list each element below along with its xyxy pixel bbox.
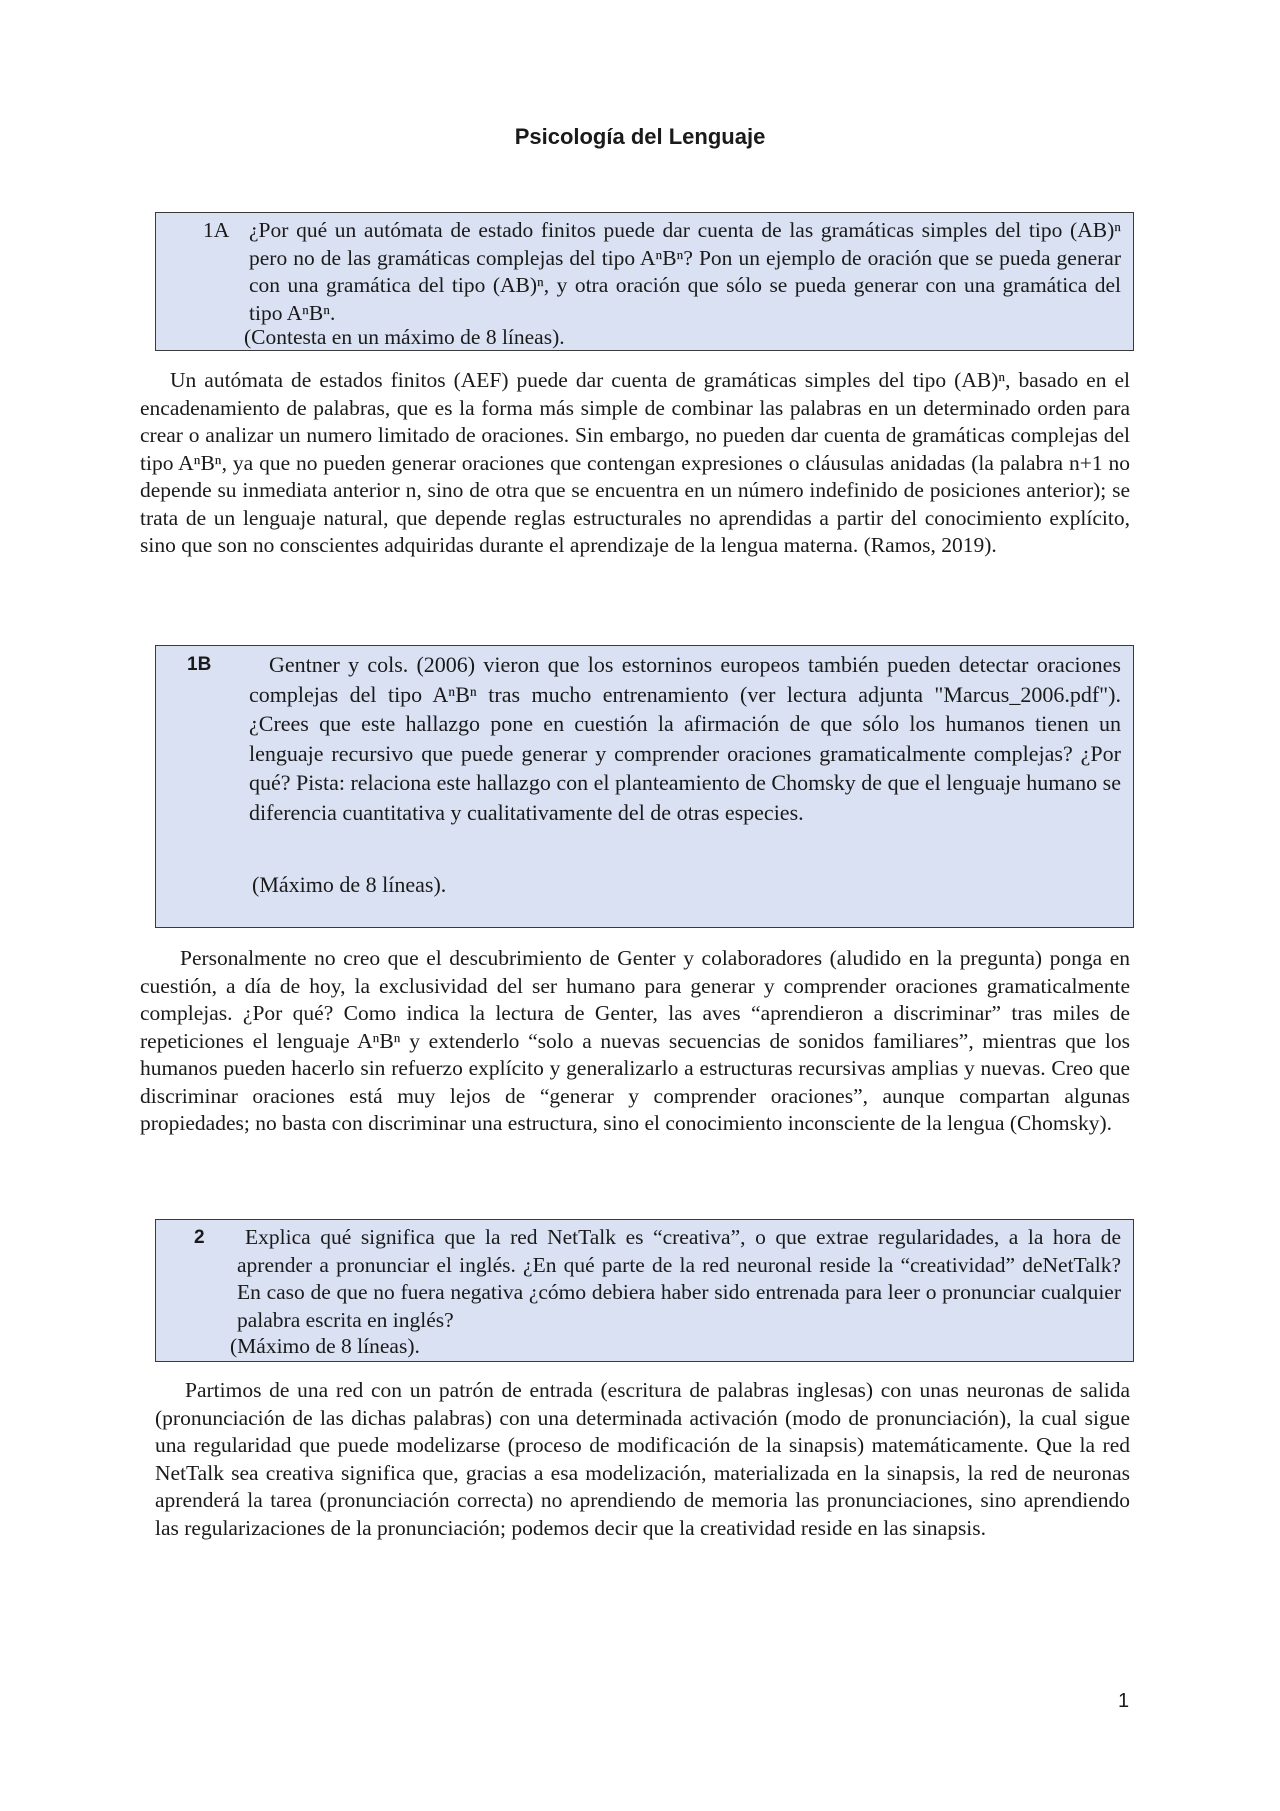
- question-text-1a: ¿Por qué un autómata de estado finitos puede dar cuenta de las gramáticas simples del tipo (AB)ⁿ pero no de las gramáticas complejas del tipo AⁿBⁿ? Pon un ejemplo de oración que se pueda generar con una gramática del tipo (AB)ⁿ, y otra oración que sólo se pueda generar con una gramática del tipo AⁿBⁿ.: [249, 218, 1121, 325]
- question-number-1b: 1B: [187, 654, 212, 675]
- answer-2: Partimos de una red con un patrón de entrada (escritura de palabras inglesas) con unas neuronas de salida (pronunciación de las dichas palabras) con una determinada activación (modo de pronunciación), la cual sigue una regularidad que puede modelizarse (proceso de modificación de la sinapsis) matemáticamente. Que la red NetTalk sea creativa significa que, gracias a esa modelización, materializada en la sinapsis, la red de neuronas aprenderá la tarea (pronunciación correcta) no aprendiendo de memoria las pronunciaciones, sino aprendiendo las regularizaciones de la pronunciación; podemos decir que la creatividad reside en las sinapsis.: [155, 1378, 1130, 1540]
- question-limit-1a: (Contesta en un máximo de 8 líneas).: [244, 325, 565, 349]
- question-text-1b: Gentner y cols. (2006) vieron que los estorninos europeos también pueden detectar oraciones complejas del tipo AⁿBⁿ tras mucho entrenamiento (ver lectura adjunta "Marcus_2006.pdf"). ¿Crees que este hallazgo pone en cuestión la afirmación de que sólo los humanos tienen un lenguaje recursivo que puede generar y comprender oraciones gramaticalmente complejas? ¿Por qué? Pista: relaciona este hallazgo con el planteamiento de Chomsky de que el lenguaje humano se diferencia cuantitativa y cualitativamente del de otras especies.: [249, 652, 1121, 825]
- question-box-2: [155, 1219, 1134, 1362]
- answer-1b: Personalmente no creo que el descubrimiento de Genter y colaboradores (aludido en la pregunta) ponga en cuestión, a día de hoy, la exclusividad del ser humano para generar y comprender oraciones gramaticalmente complejas. ¿Por qué? Como indica la lectura de Genter, las aves “aprendieron a discriminar” tras miles de repeticiones el lenguaje AⁿBⁿ y extenderlo “solo a nuevas secuencias de sonidos familiares”, mientras que los humanos pueden hacerlo sin refuerzo explícito y generalizarlo a estructuras recursivas amplias y nuevas. Creo que discriminar oraciones está muy lejos de “generar y comprender oraciones”, aunque compartan algunas propiedades; no basta con discriminar una estructura, sino el conocimiento inconsciente de la lengua (Chomsky).: [140, 946, 1130, 1135]
- question-limit-1b: (Máximo de 8 líneas).: [252, 872, 447, 897]
- question-number-1a: 1A: [203, 218, 230, 242]
- question-number-2: 2: [194, 1227, 205, 1248]
- page-number: 1: [1118, 1690, 1130, 1712]
- question-text-2: Explica qué significa que la red NetTalk es “creativa”, o que extrae regularidades, a la hora de aprender a pronunciar el inglés. ¿En qué parte de la red neuronal reside la “creatividad” deNetTalk? En caso de que no fuera negativa ¿cómo debiera haber sido entrenada para leer o pronunciar cualquier palabra escrita en inglés?: [237, 1225, 1121, 1332]
- question-box-1a: [155, 212, 1134, 351]
- question-limit-2: (Máximo de 8 líneas).: [230, 1334, 420, 1358]
- answer-1a: Un autómata de estados finitos (AEF) puede dar cuenta de gramáticas simples del tipo (AB)ⁿ, basado en el encadenamiento de palabras, que es la forma más simple de combinar las palabras en un determinado orden para crear o analizar un numero limitado de oraciones. Sin embargo, no pueden dar cuenta de gramáticas complejas del tipo AⁿBⁿ, ya que no pueden generar oraciones que contengan expresiones o cláusulas anidadas (la palabra n+1 no depende su inmediata anterior n, sino de otra que se encuentra en un número indefinido de posiciones anterior); se trata de un lenguaje natural, que depende reglas estructurales no aprendidas a partir del conocimiento explícito, sino que son no conscientes adquiridas durante el aprendizaje de la lengua materna. (Ramos, 2019).: [140, 368, 1130, 557]
- page-title: Psicología del Lenguaje: [514, 124, 766, 149]
- question-box-1b: [155, 645, 1134, 928]
